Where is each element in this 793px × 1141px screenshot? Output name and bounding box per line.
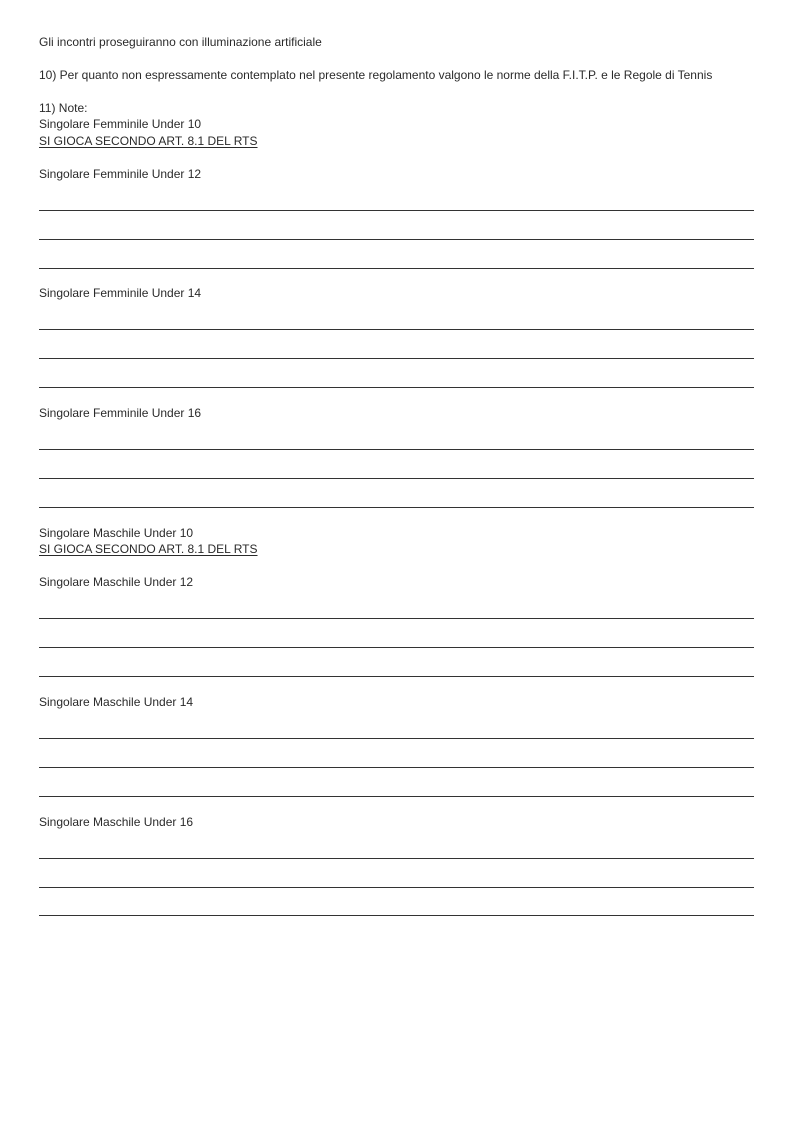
blank-line [39, 478, 754, 479]
blank-line [39, 858, 754, 859]
blank-line [39, 387, 754, 388]
section-label-m-u14: Singolare Maschile Under 14 [39, 695, 194, 709]
section-label-f-u14: Singolare Femminile Under 14 [39, 286, 202, 300]
blank-line [39, 915, 754, 916]
blank-line [39, 358, 754, 359]
section-note-f-u10: SI GIOCA SECONDO ART. 8.1 DEL RTS [39, 134, 258, 148]
blank-line [39, 887, 754, 888]
section-note-m-u10: SI GIOCA SECONDO ART. 8.1 DEL RTS [39, 542, 258, 556]
intro-text: Gli incontri proseguiranno con illuminazione artificiale [39, 35, 322, 49]
blank-line [39, 738, 754, 739]
section-label-f-u16: Singolare Femminile Under 16 [39, 406, 202, 420]
blank-line [39, 268, 754, 269]
section-label-m-u12: Singolare Maschile Under 12 [39, 575, 194, 589]
blank-line [39, 767, 754, 768]
section-label-f-u10: Singolare Femminile Under 10 [39, 117, 202, 131]
rule-10-text: 10) Per quanto non espressamente contemplato nel presente regolamento valgono le norme della F.I.T.P. e le Regole di Tennis [39, 68, 713, 82]
blank-line [39, 676, 754, 677]
blank-line [39, 239, 754, 240]
section-label-f-u12: Singolare Femminile Under 12 [39, 167, 202, 181]
section-label-m-u10: Singolare Maschile Under 10 [39, 526, 194, 540]
blank-line [39, 329, 754, 330]
blank-line [39, 210, 754, 211]
section-label-m-u16: Singolare Maschile Under 16 [39, 815, 194, 829]
blank-line [39, 507, 754, 508]
notes-heading: 11) Note: [39, 101, 88, 115]
blank-line [39, 618, 754, 619]
blank-line [39, 796, 754, 797]
blank-line [39, 647, 754, 648]
blank-line [39, 449, 754, 450]
